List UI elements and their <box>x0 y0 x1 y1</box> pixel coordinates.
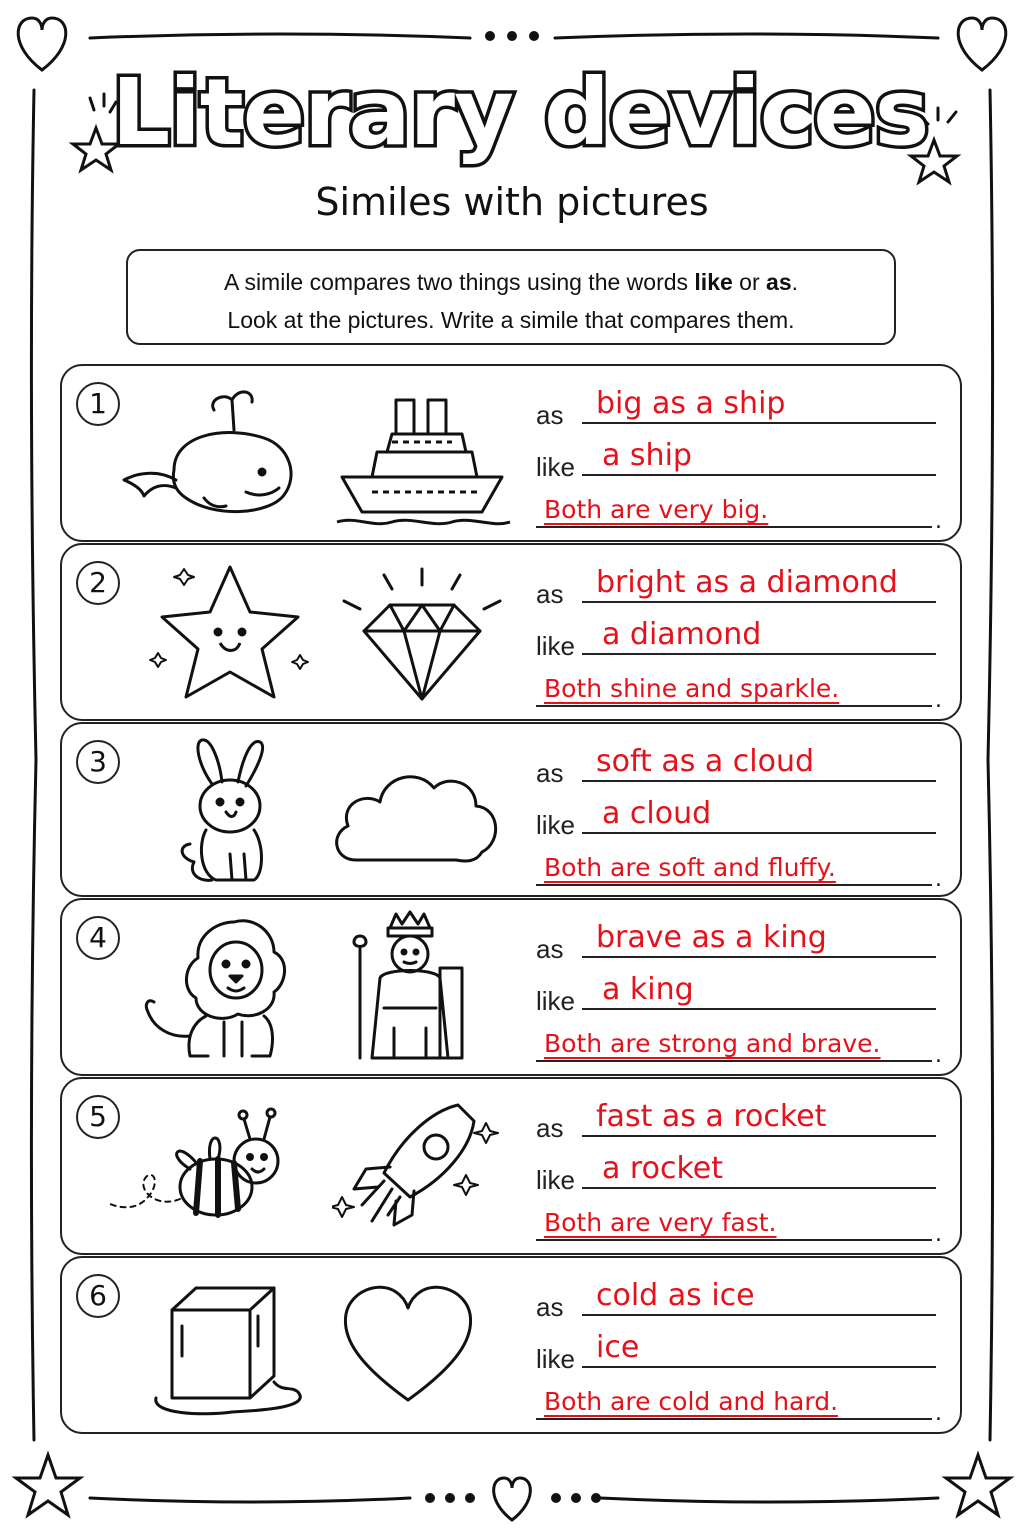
like-label: like <box>536 452 576 482</box>
like-answer-line[interactable] <box>582 1366 936 1368</box>
as-answer-line[interactable] <box>582 780 936 782</box>
period: . <box>935 509 942 534</box>
like-answer: ice <box>596 1330 640 1365</box>
page-subtitle: Similes with pictures <box>315 180 709 224</box>
like-row <box>536 438 936 482</box>
exercise-number: 5 <box>76 1095 120 1139</box>
exercise-3 <box>60 722 962 897</box>
as-answer: brave as a king <box>596 920 827 955</box>
period: . <box>935 688 942 713</box>
like-answer-line[interactable] <box>582 474 936 476</box>
star-icon <box>16 1455 80 1515</box>
reason-row <box>536 1203 942 1247</box>
as-answer-line[interactable] <box>582 1135 936 1137</box>
exercise-number: 6 <box>76 1274 120 1318</box>
exercise-1 <box>60 364 962 542</box>
exercise-4 <box>60 898 962 1076</box>
heart-icon <box>338 1278 478 1408</box>
exercise-6 <box>60 1256 962 1434</box>
like-answer-line[interactable] <box>582 1187 936 1189</box>
period: . <box>935 1222 942 1247</box>
star-icon <box>946 1455 1010 1515</box>
as-answer: big as a ship <box>596 386 786 421</box>
like-answer-line[interactable] <box>582 653 936 655</box>
as-answer: fast as a rocket <box>596 1099 827 1134</box>
star-icon <box>140 557 320 707</box>
like-answer-line[interactable] <box>582 832 936 834</box>
as-answer: cold as ice <box>596 1278 755 1313</box>
reason-row <box>536 490 942 534</box>
exercise-number: 1 <box>76 382 120 426</box>
as-row <box>536 744 936 788</box>
as-answer-line[interactable] <box>582 956 936 958</box>
reason-answer: Both are very fast. <box>544 1208 777 1237</box>
like-answer: a rocket <box>602 1151 723 1186</box>
like-answer: a king <box>602 972 694 1007</box>
reason-answer: Both are soft and fluffy. <box>544 853 836 882</box>
like-label: like <box>536 986 576 1016</box>
like-row <box>536 1330 936 1374</box>
exercise-5 <box>60 1077 962 1255</box>
as-label: as <box>536 934 564 964</box>
as-answer-line[interactable] <box>582 601 936 603</box>
period: . <box>935 867 942 892</box>
cloud-icon <box>326 742 506 882</box>
as-row <box>536 386 936 430</box>
like-label: like <box>536 1165 576 1195</box>
period: . <box>935 1043 942 1068</box>
as-label: as <box>536 1113 564 1143</box>
like-answer: a ship <box>602 438 692 473</box>
rocket-icon <box>332 1093 512 1243</box>
as-label: as <box>536 579 564 609</box>
reason-row <box>536 1024 942 1068</box>
whale-icon <box>114 380 304 530</box>
instructions-line-1: A simile compares two things using the words like or as. <box>223 269 799 295</box>
as-row <box>536 920 936 964</box>
like-label: like <box>536 1344 576 1374</box>
like-answer-line[interactable] <box>582 1008 936 1010</box>
page-title <box>0 52 1024 172</box>
reason-row <box>536 669 942 713</box>
heart-icon <box>494 1478 531 1520</box>
like-answer: a diamond <box>602 617 762 652</box>
as-answer: bright as a diamond <box>596 565 898 600</box>
king-icon <box>344 908 474 1068</box>
bee-icon <box>106 1099 306 1239</box>
as-row <box>536 1099 936 1143</box>
exercise-2 <box>60 543 962 721</box>
like-row <box>536 972 936 1016</box>
reason-answer: Both are strong and brave. <box>544 1029 881 1058</box>
reason-answer: Both are cold and hard. <box>544 1387 839 1416</box>
as-answer: soft as a cloud <box>596 744 815 779</box>
as-answer-line[interactable] <box>582 1314 936 1316</box>
as-answer-line[interactable] <box>582 422 936 424</box>
as-label: as <box>536 400 564 430</box>
reason-row <box>536 848 942 892</box>
like-row <box>536 1151 936 1195</box>
reason-answer: Both shine and sparkle. <box>544 674 840 703</box>
as-label: as <box>536 758 564 788</box>
period: . <box>935 1401 942 1426</box>
as-row <box>536 1278 936 1322</box>
like-label: like <box>536 810 576 840</box>
as-label: as <box>536 1292 564 1322</box>
ship-icon <box>332 382 512 532</box>
bunny-icon <box>150 734 290 889</box>
instructions-box <box>126 249 896 345</box>
exercise-number: 3 <box>76 740 120 784</box>
like-answer: a cloud <box>602 796 712 831</box>
exercise-number: 2 <box>76 561 120 605</box>
as-row <box>536 565 936 609</box>
instructions-line-2: Look at the pictures. Write a simile that compares them. <box>227 307 795 333</box>
reason-row <box>536 1382 942 1426</box>
like-row <box>536 617 936 661</box>
lion-icon <box>124 912 304 1067</box>
exercise-number: 4 <box>76 916 120 960</box>
like-row <box>536 796 936 840</box>
ice-cube-icon <box>142 1276 312 1426</box>
diamond-icon <box>332 561 512 711</box>
reason-answer: Both are very big. <box>544 495 769 524</box>
like-label: like <box>536 631 576 661</box>
svg-text:Literary devices: Literary devices <box>111 59 929 166</box>
